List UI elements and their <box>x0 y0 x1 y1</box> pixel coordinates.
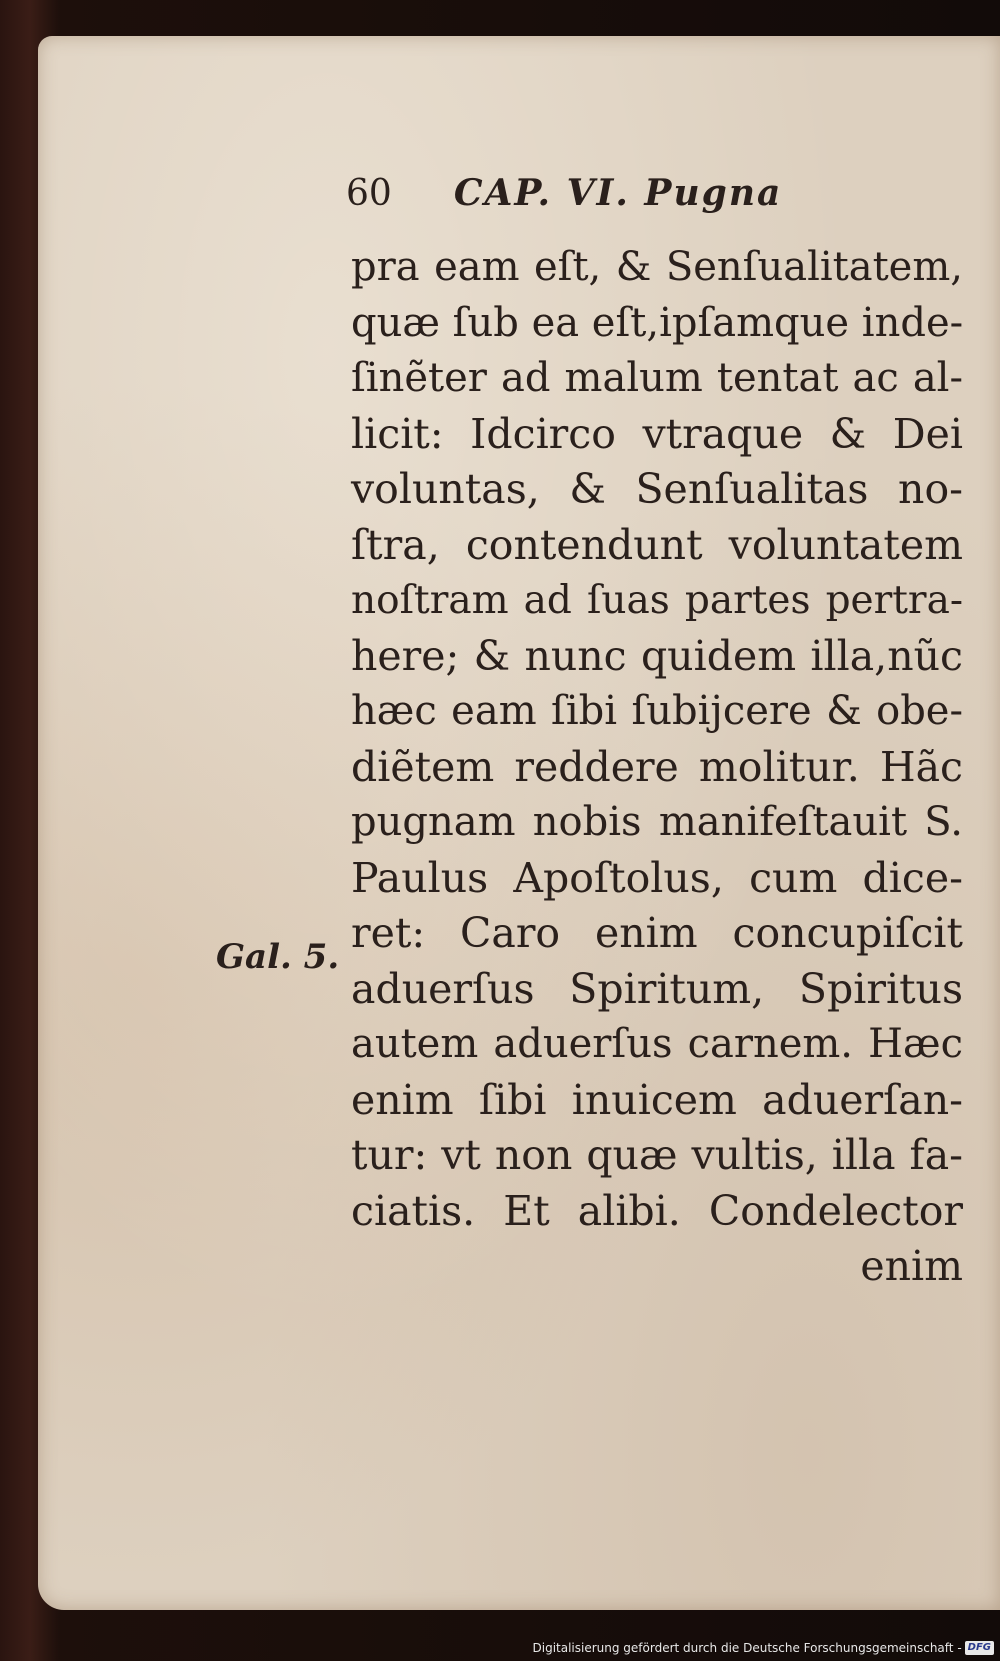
text-line: licit: Idcirco vtraque & Dei <box>351 409 963 458</box>
text-line: autem aduerſus carnem. Hæc <box>351 1021 963 1067</box>
running-head <box>346 172 782 214</box>
text-line: ret: Caro enim concupiſcit <box>351 909 963 957</box>
page-number: 60 <box>346 173 392 214</box>
text-line: diẽtem reddere molitur. Hãc <box>351 742 963 791</box>
text-block <box>351 240 963 1295</box>
text-line: here; & nunc quidem illa,nũc <box>351 631 963 680</box>
text-line: voluntas, & Senſualitas no- <box>351 465 963 513</box>
text-line: pugnam nobis manifeſtauit S. <box>351 799 963 845</box>
text-line: noſtram ad ſuas partes pertra- <box>351 578 963 623</box>
dfg-logo: DFG <box>965 1641 994 1655</box>
text-line: tur: vt non quæ vultis, illa fa- <box>351 1131 963 1179</box>
margin-note: Gal. 5. <box>216 937 340 977</box>
text-line: Paulus Apoſtolus, cum dice- <box>351 853 963 902</box>
text-line: ſtra, contendunt voluntatem <box>351 520 963 569</box>
running-head-title: CAP. VI. Pugna <box>453 172 783 214</box>
text-line: ciatis. Et alibi. Condelector <box>351 1186 963 1235</box>
text-line: hæc eam ſibi ſubijcere & obe- <box>351 688 963 734</box>
text-line: ſinẽter ad malum tentat ac al- <box>351 355 963 401</box>
text-line: quæ ſub ea eſt,ipſamque inde- <box>351 299 964 346</box>
catchword: enim <box>860 1242 963 1290</box>
digitization-credit <box>533 1637 995 1659</box>
text-line: pra eam eſt, & Senſualitatem, <box>351 244 963 290</box>
text-line: aduerſus Spiritum, Spiritus <box>351 964 963 1013</box>
credit-text: Digitalisierung gefördert durch die Deutsche Forschungsgemeinschaft - <box>532 1641 962 1655</box>
text-line: enim ſibi inuicem aduerſan- <box>351 1075 963 1124</box>
